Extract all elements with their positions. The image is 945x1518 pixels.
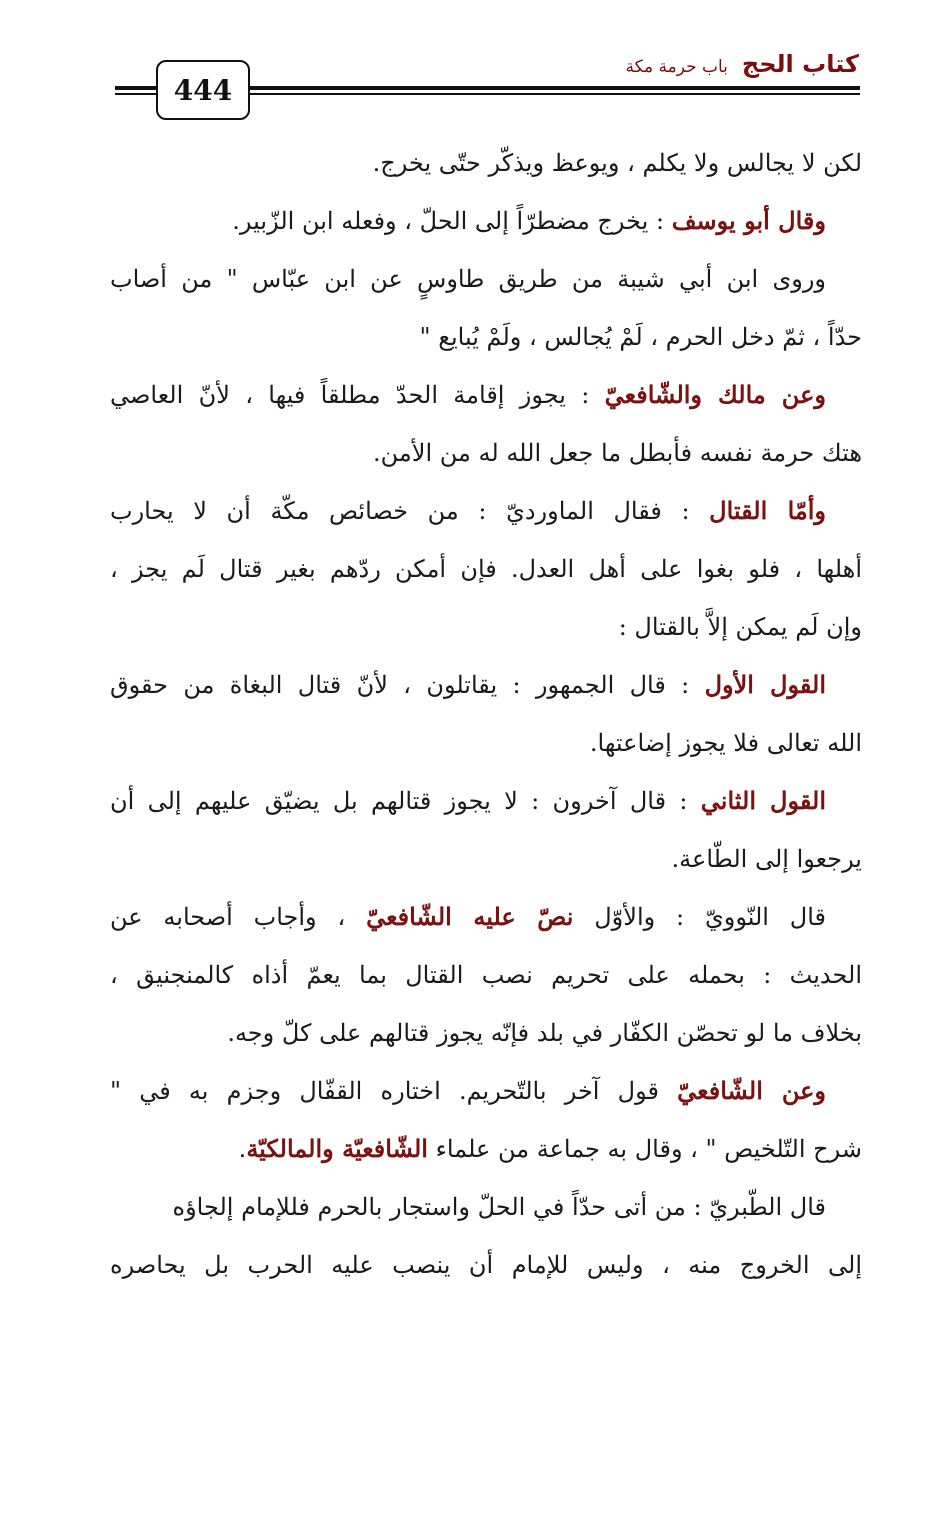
- text-segment: وإن لَم يمكن إلاَّ بالقتال :: [618, 613, 862, 641]
- text-line: [110, 1008, 862, 1066]
- text-segment: بخلاف ما لو تحصّن الكفّار في بلد فإنّه يجوز قتالهم على كلّ وجه.: [227, 1019, 862, 1047]
- text-line: [110, 1182, 862, 1240]
- text-line: [110, 428, 862, 486]
- text-line: [110, 254, 862, 312]
- text-segment: يرجعوا إلى الطّاعة.: [671, 845, 862, 873]
- text-line: [110, 1124, 862, 1182]
- text-segment: : قال آخرون : لا يجوز قتالهم بل يضيّق عليهم إلى أن: [110, 787, 701, 815]
- highlighted-term: وعن مالك والشّافعيّ: [604, 380, 826, 409]
- text-line: [110, 602, 862, 660]
- text-line: [110, 1066, 862, 1124]
- book-title: كتاب الحج: [741, 50, 859, 78]
- text-segment: الله تعالى فلا يجوز إضاعتها.: [589, 729, 862, 757]
- text-segment: .: [238, 1135, 247, 1163]
- text-segment: وروى ابن أبي شيبة من طريق طاوسٍ عن ابن عبّاس " من أصاب: [110, 265, 826, 293]
- highlighted-term: الشّافعيّة والمالكيّة: [246, 1134, 428, 1163]
- page-body: [110, 138, 862, 1298]
- highlighted-term: وقال أبو يوسف: [671, 206, 826, 235]
- highlighted-term: القول الأول: [704, 670, 826, 699]
- text-line: [110, 312, 862, 370]
- text-line: [110, 660, 862, 718]
- text-segment: قال الطّبريّ : من أتى حدّاً في الحلّ واستجار بالحرم فللإمام إلجاؤه: [172, 1193, 826, 1221]
- text-segment: إلى الخروج منه ، وليس للإمام أن ينصب عليه الحرب بل يحاصره: [110, 1251, 862, 1279]
- text-line: [110, 370, 862, 428]
- text-line: [110, 834, 862, 892]
- text-line: [110, 138, 862, 196]
- chapter-title: باب حرمة مكة: [625, 57, 728, 77]
- text-line: [110, 544, 862, 602]
- text-line: [110, 718, 862, 776]
- text-segment: : فقال الماورديّ : من خصائص مكّة أن لا يحارب: [110, 497, 710, 525]
- text-segment: ، وأجاب أصحابه عن: [110, 903, 367, 931]
- text-segment: قول آخر بالتّحريم. اختاره القفّال وجزم به في ": [110, 1077, 678, 1105]
- text-segment: : يجوز إقامة الحدّ مطلقاً فيها ، لأنّ العاصي: [110, 381, 605, 409]
- highlighted-term: وعن الشّافعيّ: [677, 1076, 826, 1105]
- page-number: 444: [156, 60, 250, 120]
- text-line: [110, 196, 862, 254]
- text-segment: : يخرج مضطرّاً إلى الحلّ ، وفعله ابن الزّبير.: [232, 207, 672, 235]
- text-segment: قال النّوويّ : والأوّل: [573, 903, 827, 931]
- highlighted-term: نصّ عليه الشّافعيّ: [366, 902, 574, 931]
- highlighted-term: وأمّا القتال: [709, 496, 826, 525]
- text-line: [110, 486, 862, 544]
- page-header: [0, 0, 945, 130]
- text-line: [110, 776, 862, 834]
- text-line: [110, 1240, 862, 1298]
- text-segment: هتك حرمة نفسه فأبطل ما جعل الله له من الأمن.: [373, 439, 862, 467]
- text-segment: لكن لا يجالس ولا يكلم ، ويوعظ ويذكّر حتّى يخرج.: [372, 149, 862, 177]
- text-line: [110, 892, 862, 950]
- text-line: [110, 950, 862, 1008]
- text-segment: الحديث : بحمله على تحريم نصب القتال بما يعمّ أذاه كالمنجنيق ،: [110, 961, 862, 989]
- text-segment: شرح التّلخيص " ، وقال به جماعة من علماء: [427, 1135, 862, 1163]
- text-segment: أهلها ، فلو بغوا على أهل العدل. فإن أمكن ردّهم بغير قتال لَم يجز ،: [110, 555, 862, 583]
- highlighted-term: القول الثاني: [700, 786, 826, 815]
- running-header: [625, 50, 859, 78]
- text-segment: : قال الجمهور : يقاتلون ، لأنّ قتال البغاة من حقوق: [110, 671, 705, 699]
- text-segment: حدّاً ، ثمّ دخل الحرم ، لَمْ يُجالس ، ولَمْ يُبايع ": [419, 323, 862, 351]
